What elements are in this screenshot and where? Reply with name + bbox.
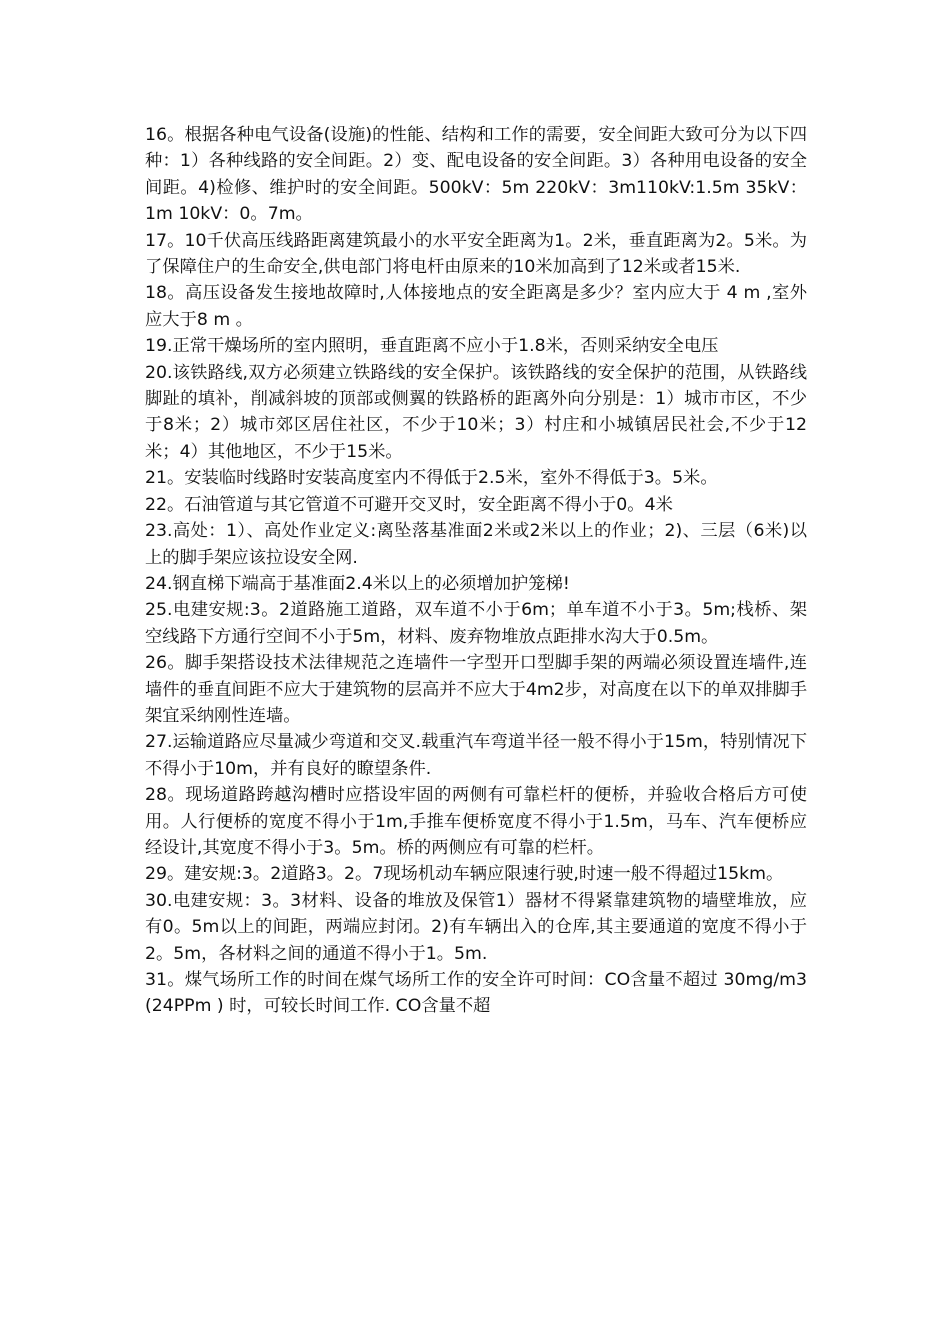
document-body <box>145 122 807 1020</box>
paragraph-27: 27.运输道路应尽量减少弯道和交叉.载重汽车弯道半径一般不得小于15m，特别情况下不得小于10m，并有良好的瞭望条件. <box>145 732 807 779</box>
paragraph-18: 18。高压设备发生接地故障时,人体接地点的安全距离是多少？室内应大于 4 m ,室外应大于8 m 。 <box>145 283 807 330</box>
paragraph-22: 22。石油管道与其它管道不可避开交叉时，安全距离不得小于0。4米 <box>145 494 673 515</box>
paragraph-26: 26。脚手架搭设技术法律规范之连墙件一字型开口型脚手架的两端必须设置连墙件,连墙件的垂直间距不应大于建筑物的层高并不应大于4m2步，对高度在以下的单双排脚手架宜采纳刚性连墙。 <box>145 653 807 726</box>
paragraph-31: 31。煤气场所工作的时间在煤气场所工作的安全许可时间：CO含量不超过 30mg/m3(24PPm ) 时，可较长时间工作. CO含量不超 <box>145 970 807 1017</box>
paragraph-23: 23.高处：1）、高处作业定义:离坠落基准面2米或2米以上的作业；2)、三层（6米)以上的脚手架应该拉设安全网. <box>145 521 807 568</box>
paragraph-21: 21。安装临时线路时安装高度室内不得低于2.5米，室外不得低于3。5米。 <box>145 468 718 489</box>
paragraph-19: 19.正常干燥场所的室内照明，垂直距离不应小于1.8米，否则采纳安全电压 <box>145 336 719 357</box>
paragraph-16: 16。根据各种电气设备(设施)的性能、结构和工作的需要，安全间距大致可分为以下四种：1）各种线路的安全间距。2）变、配电设备的安全间距。3）各种用电设备的安全间距。4)检修、维护时的安全间距。500kV：5m 220kV：3m110kV:1.5m 35kV：1m 10kV：0。7m。 <box>145 125 807 225</box>
paragraph-24: 24.钢直梯下端高于基准面2.4米以上的必须增加护笼梯! <box>145 573 570 594</box>
paragraph-20: 20.该铁路线,双方必须建立铁路线的安全保护。该铁路线的安全保护的范围，从铁路线脚趾的填补，削减斜坡的顶部或侧翼的铁路桥的距离外向分别是：1）城市市区，不少于8米；2）城市郊区居住社区，不少于10米；3）村庄和小城镇居民社会,不少于12米；4）其他地区，不少于15米。 <box>145 362 807 462</box>
paragraph-28: 28。现场道路跨越沟槽时应搭设牢固的两侧有可靠栏杆的便桥，并验收合格后方可使用。人行便桥的宽度不得小于1m,手推车便桥宽度不得小于1.5m，马车、汽车便桥应经设计,其宽度不得小于3。5m。桥的两侧应有可靠的栏杆。 <box>145 785 807 858</box>
paragraph-29: 29。建安规:3。2道路3。2。7现场机动车辆应限速行驶,时速一般不得超过15km。 <box>145 864 784 885</box>
paragraph-30: 30.电建安规：3。3材料、设备的堆放及保管1）器材不得紧靠建筑物的墙壁堆放，应有0。5m以上的间距，两端应封闭。2)有车辆出入的仓库,其主要通道的宽度不得小于2。5m，各材料之间的通道不得小于1。5m. <box>145 890 807 964</box>
paragraph-17: 17。10千伏高压线路距离建筑最小的水平安全距离为1。2米，垂直距离为2。5米。为了保障住户的生命安全,供电部门将电杆由原来的10米加高到了12米或者15米. <box>145 230 807 278</box>
paragraph-25: 25.电建安规:3。2道路施工道路，双车道不小于6m；单车道不小于3。5m;栈桥、架空线路下方通行空间不小于5m，材料、废弃物堆放点距排水沟大于0.5m。 <box>145 600 807 647</box>
